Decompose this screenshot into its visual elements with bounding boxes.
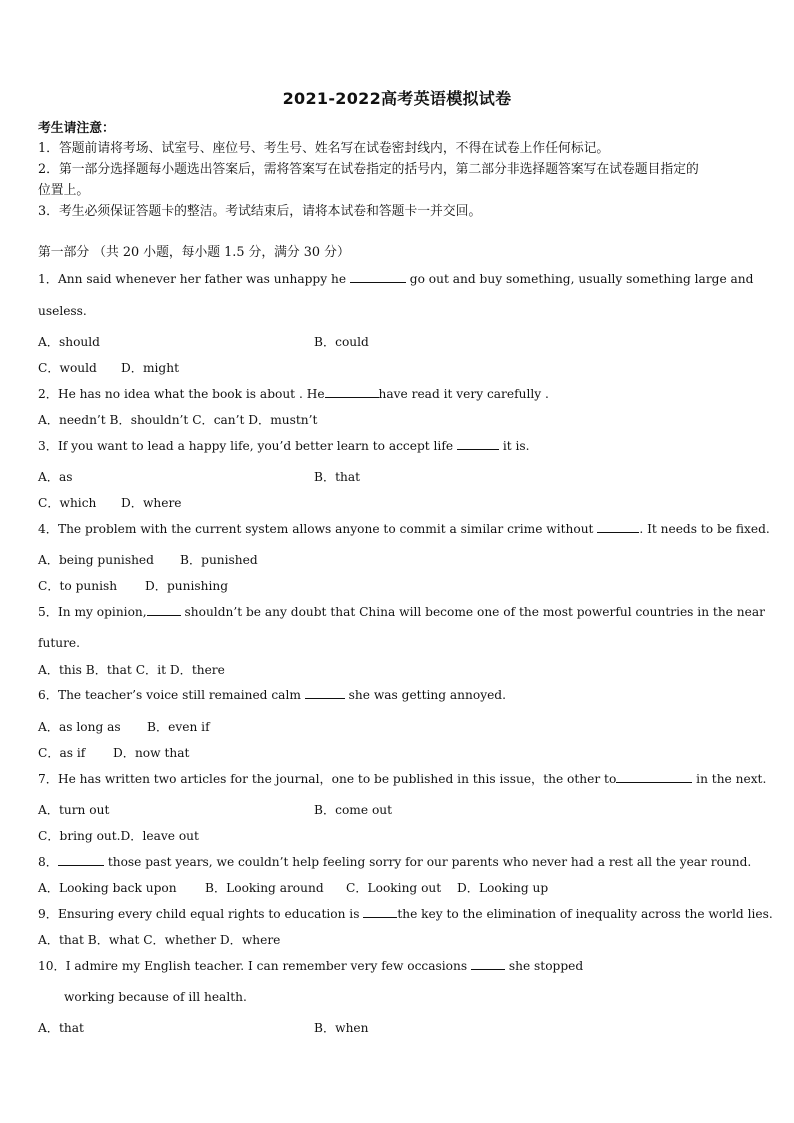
question-6-option-b[interactable]: B．even if: [147, 720, 210, 734]
question-5-blank: [147, 604, 181, 616]
notice-item-2-cont: 位置上。: [38, 183, 90, 198]
question-10-text-b: she stopped: [508, 959, 584, 973]
question-7-text-a: 7．He has written two articles for the journal，one to be published in this issue，the other to: [38, 772, 617, 786]
question-6-text-b: she was getting annoyed.: [348, 688, 506, 702]
question-4-option-d[interactable]: D．punishing: [145, 579, 229, 593]
question-6-blank: [305, 687, 345, 699]
question-4-blank: [597, 521, 639, 533]
question-4-stem: [38, 521, 770, 537]
question-4-option-c[interactable]: C．to punish: [38, 579, 118, 593]
question-2-blank: [325, 386, 379, 398]
question-8-option-c[interactable]: C．Looking out: [346, 881, 442, 895]
question-8-text-a: 8．: [38, 855, 58, 869]
question-2-stem: [38, 386, 549, 402]
question-7-blank: [616, 771, 692, 783]
notice-item-3: 3．考生必须保证答题卡的整洁。考试结束后，请将本试卷和答题卡一并交回。: [38, 204, 482, 219]
question-4-option-b[interactable]: B．punished: [180, 553, 258, 567]
question-6-text-a: 6．The teacher’s voice still remained calm: [38, 688, 301, 702]
question-10-blank: [471, 958, 505, 970]
question-5-text-a: 5．In my opinion,: [38, 605, 147, 619]
question-8-option-d[interactable]: D．Looking up: [457, 881, 549, 895]
question-1-stem: [38, 271, 753, 287]
question-3-option-b[interactable]: B．that: [314, 470, 361, 484]
question-6-option-c[interactable]: C．as if: [38, 746, 86, 760]
question-1-text-a: 1．Ann said whenever her father was unhappy he: [38, 272, 347, 286]
question-8-stem: [38, 854, 751, 870]
page-title: 2021-2022高考英语模拟试卷: [282, 89, 512, 108]
section-heading: 第一部分 （共 20 小题，每小题 1.5 分，满分 30 分）: [38, 245, 350, 260]
question-6-option-a[interactable]: A．as long as: [38, 720, 121, 734]
question-8-text-b: those past years, we couldn’t help feeling sorry for our parents who never had a rest all the year round.: [107, 855, 752, 869]
question-7-option-b[interactable]: B．come out: [314, 803, 393, 817]
question-3-text-b: it is.: [502, 439, 530, 453]
question-9-text-a: 9．Ensuring every child equal rights to education is: [38, 907, 360, 921]
question-9-text-b: the key to the elimination of inequality across the world lies.: [397, 907, 773, 921]
question-6-option-d[interactable]: D．now that: [113, 746, 190, 760]
question-1-text-b: go out and buy something, usually something large and: [409, 272, 754, 286]
question-10-stem-cont: working because of ill health.: [64, 990, 247, 1004]
question-5-options[interactable]: A．this B．that C．it D．there: [38, 663, 225, 677]
question-8-option-b[interactable]: B．Looking around: [205, 881, 324, 895]
question-2-options[interactable]: A．needn’t B．shouldn’t C．can’t D．mustn’t: [38, 413, 318, 427]
question-9-options[interactable]: A．that B．what C．whether D．where: [38, 933, 281, 947]
question-5-text-b: shouldn’t be any doubt that China will become one of the most powerful countries in the near: [184, 605, 765, 619]
question-7-text-b: in the next.: [696, 772, 767, 786]
question-3-stem: [38, 438, 530, 454]
question-4-text-b: . It needs to be fixed.: [639, 522, 770, 536]
question-1-stem-cont: useless.: [38, 304, 87, 318]
question-5-stem-cont: future.: [38, 636, 81, 650]
question-1-option-c[interactable]: C．would: [38, 361, 97, 375]
question-8-option-a[interactable]: A．Looking back upon: [38, 881, 177, 895]
question-10-option-b[interactable]: B．when: [314, 1021, 369, 1035]
question-3-text-a: 3．If you want to lead a happy life, you’d better learn to accept life: [38, 439, 454, 453]
question-7-stem: [38, 771, 766, 787]
question-9-stem: [38, 906, 773, 922]
question-3-option-c[interactable]: C．which: [38, 496, 97, 510]
question-1-blank: [350, 271, 406, 283]
question-6-stem: [38, 687, 506, 703]
question-2-text-a: 2．He has no idea what the book is about . He: [38, 387, 325, 401]
question-10-text-a: 10．I admire my English teacher. I can remember very few occasions: [38, 959, 468, 973]
question-3-option-d[interactable]: D．where: [121, 496, 182, 510]
notice-item-1: 1．答题前请将考场、试室号、座位号、考生号、姓名写在试卷密封线内，不得在试卷上作任何标记。: [38, 141, 610, 156]
question-3-option-a[interactable]: A．as: [38, 470, 73, 484]
question-1-option-b[interactable]: B．could: [314, 335, 369, 349]
question-4-option-a[interactable]: A．being punished: [38, 553, 154, 567]
question-1-option-a[interactable]: A．should: [38, 335, 100, 349]
question-7-options-cd[interactable]: C．bring out.D．leave out: [38, 829, 199, 843]
question-5-stem: [38, 604, 765, 620]
question-1-option-d[interactable]: D．might: [121, 361, 179, 375]
question-10-option-a[interactable]: A．that: [38, 1021, 84, 1035]
question-9-blank: [363, 906, 397, 918]
question-3-blank: [457, 438, 499, 450]
notice-heading: 考生请注意：: [38, 121, 115, 136]
question-2-text-b: have read it very carefully .: [378, 387, 549, 401]
question-7-option-a[interactable]: A．turn out: [38, 803, 110, 817]
notice-item-2: 2．第一部分选择题每小题选出答案后，需将答案写在试卷指定的括号内，第二部分非选择题答案写在试卷题目指定的: [38, 162, 699, 177]
question-4-text-a: 4．The problem with the current system allows anyone to commit a similar crime without: [38, 522, 594, 536]
question-8-blank: [58, 854, 104, 866]
question-10-stem: [38, 958, 583, 974]
